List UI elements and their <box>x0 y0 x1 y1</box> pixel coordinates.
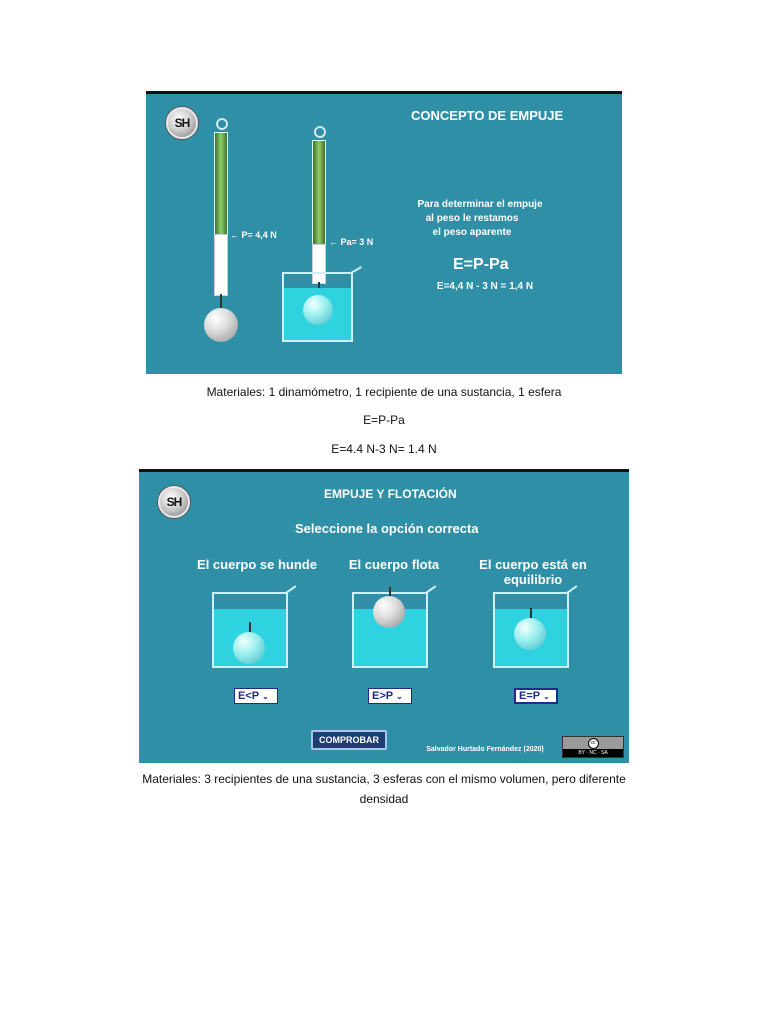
apparent-weight-label: ← Pa= 3 N <box>329 237 374 247</box>
option-label-sink: El cuerpo se hunde <box>197 557 317 572</box>
quiz-subtitle: Seleccione la opción correcta <box>295 521 479 536</box>
author-credit: Salvador Hurtado Fernández (2020) <box>426 746 544 753</box>
sphere-floating <box>373 596 405 628</box>
formula: E=P-Pa <box>453 256 509 273</box>
panel-title: EMPUJE Y FLOTACIÓN <box>324 487 457 501</box>
caption-materials-2b: densidad <box>359 792 409 806</box>
chevron-down-icon: ⌄ <box>543 691 550 701</box>
flotation-quiz-panel <box>139 469 629 763</box>
sh-logo: SH <box>166 107 198 139</box>
select-value: E<P <box>238 690 260 702</box>
select-float[interactable] <box>368 688 412 704</box>
caption-materials-1: Materiales: 1 dinamómetro, 1 recipiente de una sustancia, 1 esfera <box>206 385 562 399</box>
dynamometer-right <box>312 140 326 246</box>
empuje-concept-panel <box>146 91 622 374</box>
submerged-sphere <box>303 295 333 325</box>
explanation-line-1: Para determinar el empuje <box>417 199 543 210</box>
panel-title: CONCEPTO DE EMPUJE <box>411 108 564 123</box>
caption-calculation: E=4.4 N-3 N= 1.4 N <box>331 442 437 456</box>
caption-materials-2: Materiales: 3 recipientes de una sustancia, 3 esferas con el mismo volumen, pero diferente <box>142 772 626 786</box>
option-label-float: El cuerpo flota <box>348 557 440 572</box>
chevron-down-icon: ⌄ <box>396 691 403 701</box>
chevron-down-icon: ⌄ <box>262 691 269 701</box>
check-button[interactable]: COMPROBAR <box>311 730 387 750</box>
caption-formula: E=P-Pa <box>363 413 405 427</box>
cc-license-icon: cc BY · NC · SA <box>562 736 624 758</box>
sh-logo: SH <box>158 486 190 518</box>
select-value: E=P <box>519 690 541 702</box>
option-label-equilibrium: El cuerpo está en equilibrio <box>479 557 587 587</box>
sphere-equilibrium <box>514 618 546 650</box>
sphere-sinking <box>233 632 265 664</box>
dynamometer-left <box>214 132 228 236</box>
explanation-line-3: el peso aparente <box>432 227 512 238</box>
calculation: E=4,4 N - 3 N = 1,4 N <box>436 281 534 292</box>
hook-icon <box>314 126 326 138</box>
hook-icon <box>216 118 228 130</box>
explanation-line-2: al peso le restamos <box>425 213 519 224</box>
select-value: E>P <box>372 690 394 702</box>
select-equilibrium[interactable] <box>514 688 558 704</box>
weight-label: ← P= 4,4 N <box>230 230 277 240</box>
sphere-in-air <box>204 308 238 342</box>
dynamometer-scale <box>214 234 228 296</box>
select-sink[interactable] <box>234 688 278 704</box>
